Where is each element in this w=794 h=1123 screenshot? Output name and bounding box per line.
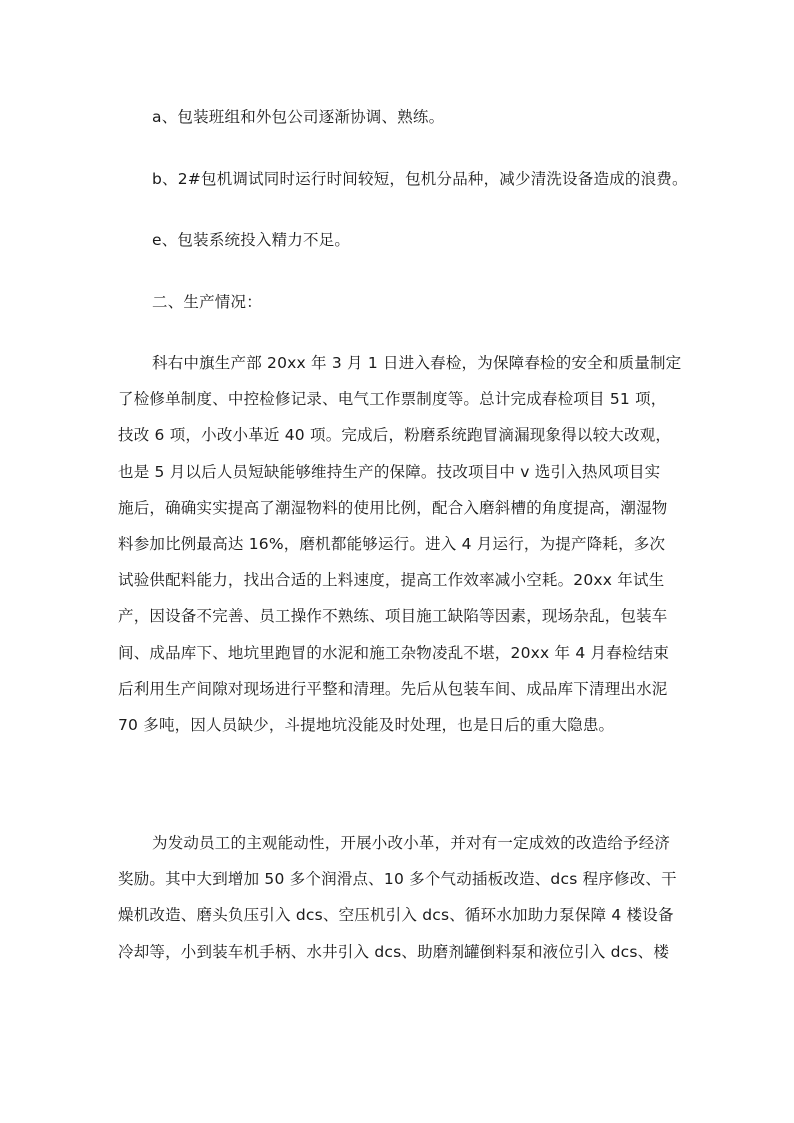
paragraph-a bbox=[118, 99, 678, 135]
text-line: 试验供配料能力，找出合适的上料速度，提高工作效率减小空耗。20xx 年试生 bbox=[118, 571, 665, 590]
text-line: 施后，确确实实提高了潮湿物料的使用比例，配合入磨斜槽的角度提高，潮湿物 bbox=[118, 498, 668, 517]
text-line: 为发动员工的主观能动性，开展小改小革，并对有一定成效的改造给予经济 bbox=[152, 834, 671, 852]
text-line: 产，因设备不完善、员工操作不熟练、项目施工缺陷等因素，现场杂乱，包装车 bbox=[118, 607, 668, 626]
text-line: 后利用生产间隙对现场进行平整和清理。先后从包装车间、成品库下清理出水泥 bbox=[118, 679, 668, 698]
text-line: b、2#包机调试同时运行时间较短，包机分品种，减少清洗设备造成的浪费。 bbox=[152, 170, 688, 188]
text-line: 燥机改造、磨头负压引入 dcs、空压机引入 dcs、循环水加助力泵保障 4 楼设备 bbox=[118, 906, 674, 925]
text-line: 科右中旗生产部 20xx 年 3 月 1 日进入春检，为保障春检的安全和质量制定 bbox=[152, 354, 682, 372]
paragraph-spring-inspection bbox=[118, 345, 682, 743]
paragraph-b bbox=[118, 161, 688, 197]
text-line: 了检修单制度、中控检修记录、电气工作票制度等。总计完成春检项目 51 项， bbox=[118, 390, 667, 409]
text-line: 冷却等，小到装车机手柄、水井引入 dcs、助磨剂罐倒料泵和液位引入 dcs、楼 bbox=[118, 942, 670, 961]
text-line: 二、生产情况： bbox=[152, 293, 262, 311]
text-line: 70 多吨，因人员缺少，斗提地坑没能及时处理，也是日后的重大隐患。 bbox=[118, 716, 615, 735]
paragraph-e bbox=[118, 222, 678, 258]
text-line: 料参加比例最高达 16%，磨机都能够运行。进入 4 月运行，为提产降耗，多次 bbox=[118, 535, 666, 554]
paragraph-small-improvements bbox=[118, 825, 678, 970]
text-line: 奖励。其中大到增加 50 多个润滑点、10 多个气动插板改造、dcs 程序修改、干 bbox=[118, 870, 677, 889]
text-line: 技改 6 项，小改小革近 40 项。完成后，粉磨系统跑冒滴漏现象得以较大改观， bbox=[118, 426, 672, 445]
text-line: e、包装系统投入精力不足。 bbox=[152, 231, 351, 249]
section-heading-production bbox=[118, 284, 678, 320]
text-line: 也是 5 月以后人员短缺能够维持生产的保障。技改项目中 v 选引入热风项目实 bbox=[118, 462, 661, 481]
text-line: a、包装班组和外包公司逐渐协调、熟练。 bbox=[152, 108, 445, 126]
text-line: 间、成品库下、地坑里跑冒的水泥和施工杂物凌乱不堪，20xx 年 4 月春检结束 bbox=[118, 643, 670, 662]
